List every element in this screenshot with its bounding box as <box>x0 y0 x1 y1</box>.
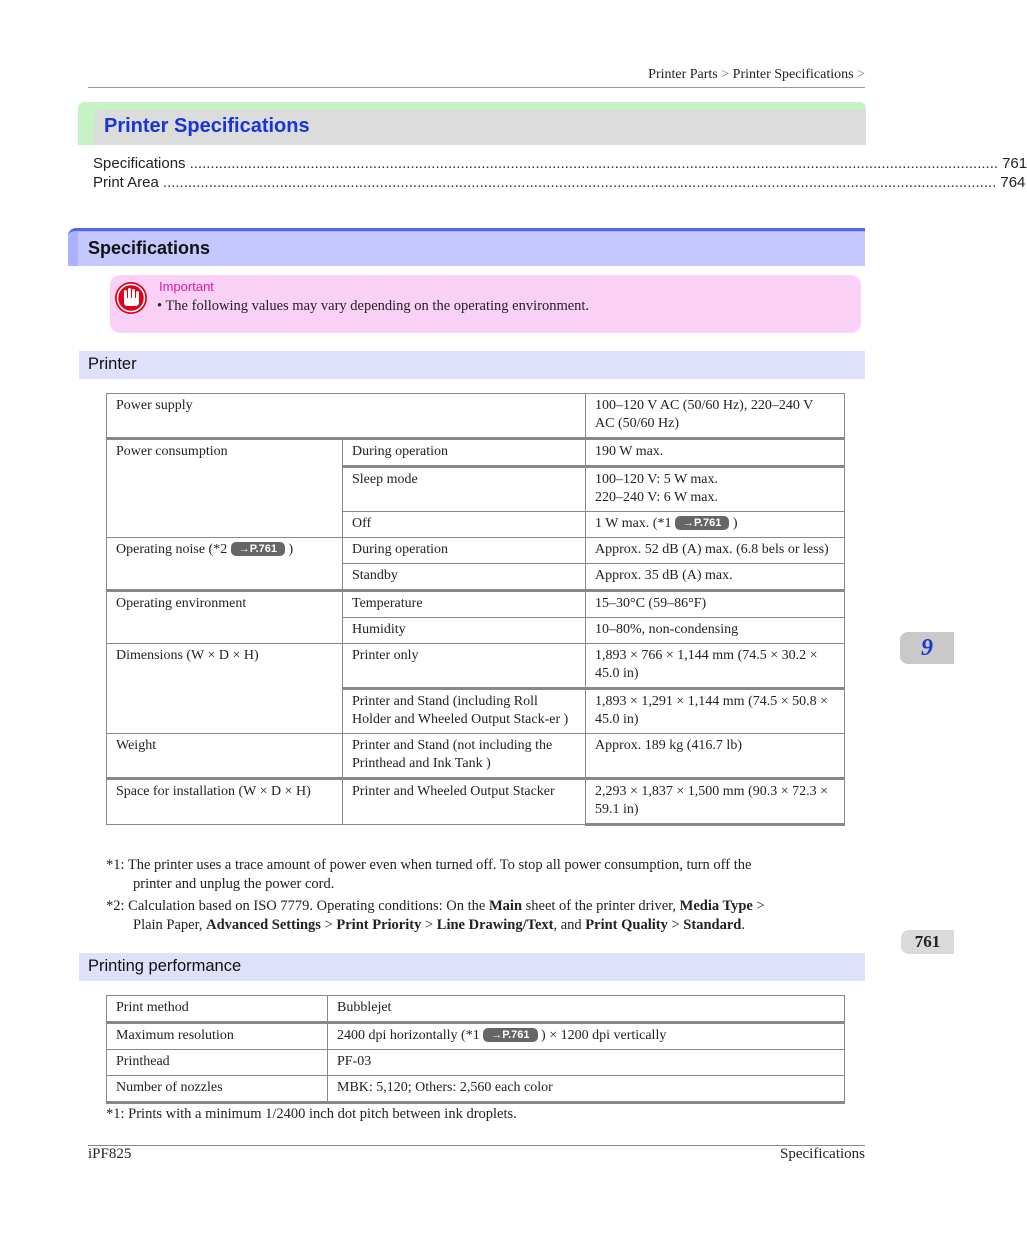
footnote-line: printer and unplug the power cord. <box>133 876 335 892</box>
table-cell: Number of nozzles <box>107 1076 328 1103</box>
performance-footnote: *1: Prints with a minimum 1/2400 inch dot pitch between ink droplets. <box>106 1106 517 1122</box>
table-cell: Printer and Stand (not including the Printhead and Ink Tank ) <box>343 734 586 779</box>
chapter-number: 9 <box>921 635 933 661</box>
table-cell: MBK: 5,120; Others: 2,560 each color <box>328 1076 845 1103</box>
table-cell: 100–120 V AC (50/60 Hz), 220–240 V AC (50/60 Hz) <box>586 394 845 439</box>
table-row <box>107 996 845 1023</box>
cell-text: 2400 dpi horizontally (*1 <box>337 1028 480 1043</box>
table-cell <box>586 512 845 538</box>
page-number: 761 <box>914 932 941 951</box>
table-cell: Sleep mode <box>343 467 586 512</box>
toc-entry-specifications[interactable] <box>93 155 1027 175</box>
footer-model: iPF825 <box>88 1146 132 1162</box>
table-cell: Humidity <box>343 618 586 644</box>
table-cell: During operation <box>343 538 586 564</box>
table-cell: 15–30°C (59–86°F) <box>586 591 845 618</box>
table-cell: Approx. 52 dB (A) max. (6.8 bels or less) <box>586 538 845 564</box>
page-title: Printer Specifications <box>104 115 310 137</box>
footnote-text: , and <box>553 917 582 933</box>
table-row <box>107 1050 845 1076</box>
table-cell: Approx. 35 dB (A) max. <box>586 564 845 591</box>
printer-spec-table <box>106 393 845 826</box>
stop-hand-icon <box>114 281 148 315</box>
breadcrumb-printer-specifications[interactable]: Printer Specifications <box>732 67 854 82</box>
subsection-heading-printer: Printer <box>88 355 137 373</box>
bullet: • <box>157 298 163 314</box>
important-label: Important <box>159 279 214 294</box>
table-row <box>107 644 845 689</box>
table-cell: Printhead <box>107 1050 328 1076</box>
ui-term-main: Main <box>488 898 523 914</box>
footnote-text: *2: Calculation based on ISO 7779. Operating conditions: On the <box>106 898 486 914</box>
table-cell: Temperature <box>343 591 586 618</box>
breadcrumb-printer-parts[interactable]: Printer Parts <box>648 67 718 82</box>
table-cell: Printer and Wheeled Output Stacker <box>343 779 586 825</box>
table-cell: Off <box>343 512 586 538</box>
footnote-line <box>106 897 846 916</box>
footnote-text: . <box>741 917 745 933</box>
table-row <box>107 439 845 467</box>
table-cell: Dimensions (W × D × H) <box>107 644 343 734</box>
footer-divider <box>88 1145 865 1146</box>
table-cell: Standby <box>343 564 586 591</box>
footnote-text: > <box>324 917 333 933</box>
important-text <box>157 298 589 315</box>
toc-label: Print Area <box>93 174 159 191</box>
footnote-text: > <box>756 898 765 914</box>
table-cell: 10–80%, non-condensing <box>586 618 845 644</box>
cell-text: ) × 1200 dpi vertically <box>541 1028 667 1043</box>
table-cell: Power supply <box>107 394 586 439</box>
cell-text: Operating noise (*2 <box>116 542 228 557</box>
table-row <box>107 591 845 618</box>
footnote-line <box>106 916 846 935</box>
table-cell: Weight <box>107 734 343 779</box>
cell-line: 100–120 V: 5 W max. <box>595 472 719 487</box>
table-cell: During operation <box>343 439 586 467</box>
breadcrumb <box>88 67 865 88</box>
breadcrumb-separator: > <box>857 67 865 82</box>
cell-text: ) <box>732 516 738 531</box>
page-reference-link[interactable]: →P.761 <box>483 1028 537 1042</box>
table-cell: Printer and Stand (including Roll Holder and Wheeled Output Stack-er ) <box>343 689 586 734</box>
ui-term-media-type: Media Type <box>679 898 753 914</box>
footnote-text: Plain Paper, <box>133 917 203 933</box>
cell-text: ) <box>288 542 294 557</box>
ui-term-print-quality: Print Quality <box>585 917 668 933</box>
table-cell: 2,293 × 1,837 × 1,500 mm (90.3 × 72.3 × 59.1 in) <box>586 779 845 825</box>
table-row <box>107 1076 845 1103</box>
footer-section: Specifications <box>780 1146 865 1162</box>
ui-term-advanced-settings: Advanced Settings <box>206 917 321 933</box>
toc-entry-print-area[interactable] <box>93 174 1026 194</box>
footnote-text: > <box>671 917 680 933</box>
table-cell: 1,893 × 766 × 1,144 mm (74.5 × 30.2 × 45.0 in) <box>586 644 845 689</box>
toc-leader-dots: .................................................................................................................................................................................................. <box>189 155 999 172</box>
toc-page-number: 761 <box>1002 155 1027 172</box>
footnote-text: sheet of the printer driver, <box>525 898 677 914</box>
ui-term-print-priority: Print Priority <box>336 917 422 933</box>
table-cell: Bubblejet <box>328 996 845 1023</box>
subsection-band <box>79 351 865 379</box>
footnote-text: > <box>424 917 434 933</box>
table-cell: Power consumption <box>107 439 343 538</box>
cell-line: 220–240 V: 6 W max. <box>595 490 719 505</box>
table-cell <box>586 467 845 512</box>
toc-leader-dots: ........................................................................................................................................................................................................ <box>162 174 997 191</box>
table-row <box>107 538 845 564</box>
table-cell: Print method <box>107 996 328 1023</box>
ui-term-line-drawing: Line Drawing/Text <box>436 917 554 933</box>
table-cell <box>328 1023 845 1050</box>
table-cell: 190 W max. <box>586 439 845 467</box>
table-cell: Operating environment <box>107 591 343 644</box>
table-row <box>107 1023 845 1050</box>
table-row <box>107 734 845 779</box>
footnote-line: *1: The printer uses a trace amount of power even when turned off. To stop all power consumption, turn off the <box>106 857 752 873</box>
cell-text: 1 W max. (*1 <box>595 516 672 531</box>
subsection-heading-printing-performance: Printing performance <box>88 957 242 975</box>
table-cell: Approx. 189 kg (416.7 lb) <box>586 734 845 779</box>
toc-page-number: 764 <box>1000 174 1026 191</box>
table-cell: 1,893 × 1,291 × 1,144 mm (74.5 × 50.8 × 45.0 in) <box>586 689 845 734</box>
footnote-2 <box>106 897 846 935</box>
ui-term-standard: Standard <box>683 917 742 933</box>
performance-spec-table <box>106 995 845 1104</box>
table-cell <box>107 538 343 591</box>
table-cell: PF-03 <box>328 1050 845 1076</box>
section-heading: Specifications <box>88 238 211 258</box>
toc-label: Specifications <box>93 155 186 172</box>
important-message: The following values may vary depending on the operating environment. <box>165 298 590 314</box>
page-reference-link[interactable]: →P.761 <box>231 542 285 556</box>
table-row <box>107 394 845 439</box>
table-row <box>107 779 845 825</box>
breadcrumb-separator: > <box>721 67 730 82</box>
page-reference-link[interactable]: →P.761 <box>675 516 729 530</box>
table-cell: Space for installation (W × D × H) <box>107 779 343 825</box>
table-cell: Printer only <box>343 644 586 689</box>
table-cell: Maximum resolution <box>107 1023 328 1050</box>
footnote-1 <box>106 856 846 894</box>
